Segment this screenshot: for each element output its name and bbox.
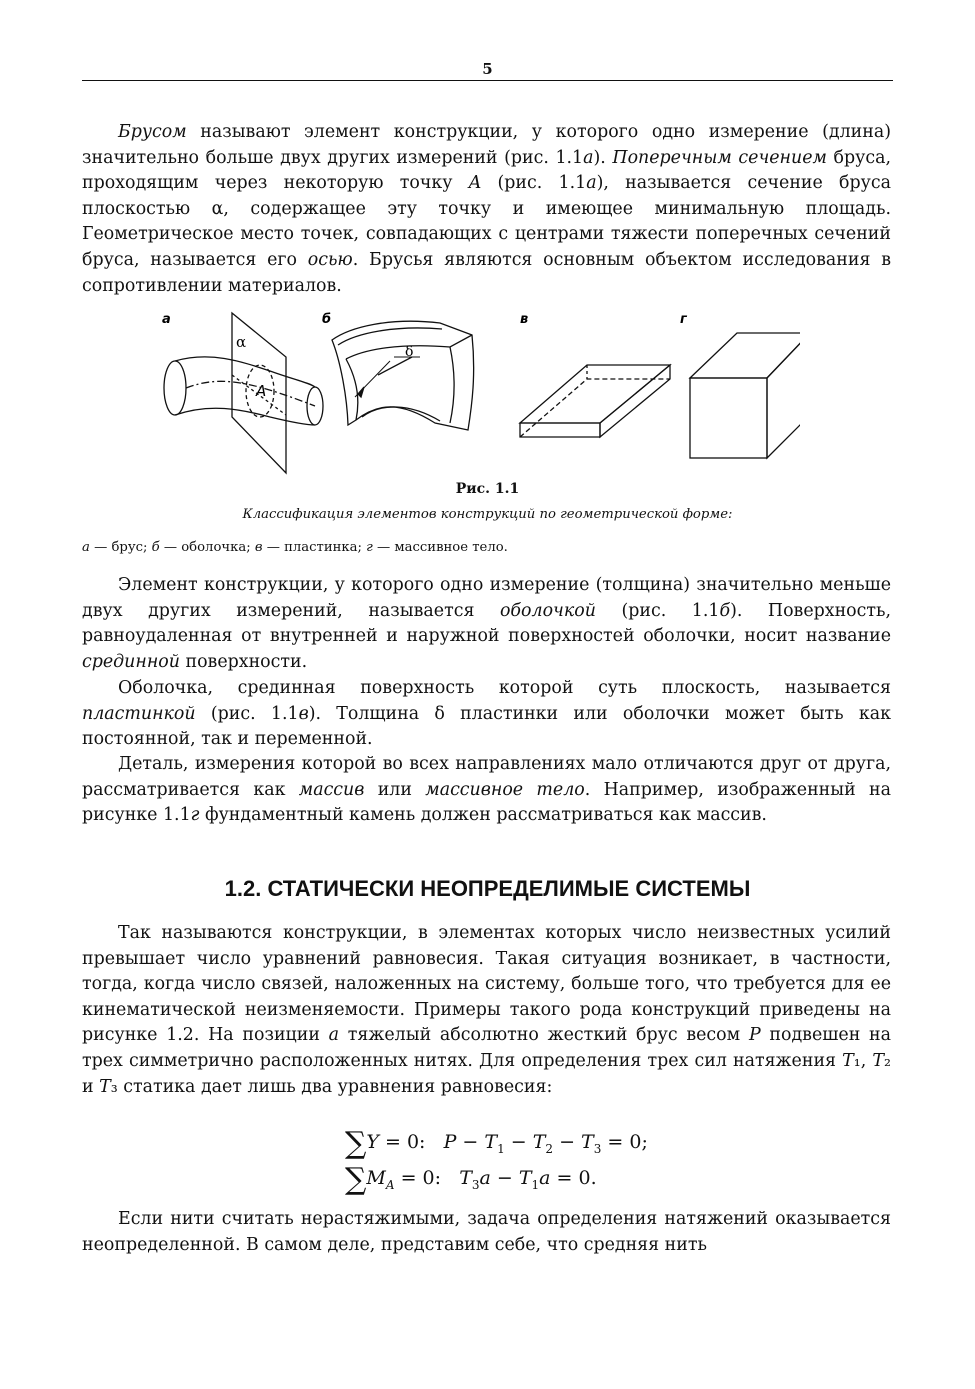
- figure-point-label: A: [256, 382, 267, 400]
- figure-caption: Классификация элементов конструкций по геометрической форме:: [242, 507, 733, 522]
- figure-plate-c: [520, 365, 670, 437]
- equation-eq0: = 0:: [394, 1167, 442, 1189]
- figure-letter-c: в: [520, 312, 529, 327]
- equation-lhs: M: [366, 1167, 386, 1189]
- paragraph-plate-definition: Оболочка, срединная поверхность которой суть плоскость, называется пластинкой (рис. 1.1в). Толщина δ пластинки или оболочки может быть как постоянной, так и переменной.: [82, 678, 891, 750]
- figure-alpha-label: α: [236, 333, 247, 351]
- page-number: 5: [482, 60, 493, 78]
- paragraph-inextensible-threads: Если нити считать нерастяжимыми, задача определения натяжений оказывается неопределенной. В самом деле, представим себе, что средняя нить: [82, 1209, 891, 1255]
- figure-1-1: [150, 305, 800, 475]
- figure-massive-body-d: [690, 333, 800, 458]
- equation-terms: $T_3a - T_1a = 0$.: [459, 1167, 597, 1192]
- paragraph-shell-definition: Элемент конструкции, у которого одно измерение (толщина) значительно меньше двух других измерений, называется оболочкой (рис. 1.1б). Поверхность, равноудаленная от внутренней и наружной поверхностей оболочки, носит название срединной поверхности.: [82, 575, 892, 672]
- figure-delta-label: δ: [405, 344, 414, 360]
- figure-title: Рис. 1.1: [455, 481, 520, 497]
- paragraph-beam-definition: Брусом называют элемент конструкции, у которого одно измерение (длина) значительно больше двух других измерений (рис. 1.1а). Поперечным сечением бруса, проходящим через некоторую точку A (рис. 1.1а), называется сечение бруса плоскостью α, содержащее эту точку и имеющее минимальную площадь. Геометрическое место точек, совпадающих с центрами тяжести поперечных сечений бруса, называется его осью. Брусья являются основным объектом исследования в сопротивлении материалов.: [82, 122, 892, 296]
- figure-legend: а — брус; б — оболочка; в — пластинка; г — массивное тело.: [82, 540, 508, 555]
- section-heading: 1.2. СТАТИЧЕСКИ НЕОПРЕДЕЛИМЫЕ СИСТЕМЫ: [224, 876, 751, 901]
- paragraph-indeterminate-systems: Так называются конструкции, в элементах которых число неизвестных усилий превышает число уравнений равновесия. Такая ситуация возникает, в частности, тогда, когда число связей, наложенных на систему, больше того, что требуется для ее кинематической неизменяемости. Примеры такого рода конструкций приведены на рисунке 1.2. На позиции а тяжелый абсолютно жесткий брус весом P подвешен на трех симметрично расположенных нитях. Для определения трех сил натяжения T₁, T₂ и T₃ статика дает лишь два уравнения равновесия:: [82, 923, 892, 1097]
- figure-letter-a: а: [162, 312, 171, 327]
- sum-symbol: ∑: [345, 1126, 367, 1161]
- equation-terms: $P - T_1 - T_2 - T_3 = 0$;: [443, 1131, 648, 1156]
- equation-eq0: = 0:: [378, 1131, 426, 1153]
- header-rule: [82, 80, 893, 81]
- equation-lhs-sub: A: [385, 1177, 395, 1192]
- figure-letter-b: б: [322, 312, 332, 327]
- equation-moment-balance: [345, 1162, 597, 1197]
- sum-symbol: ∑: [345, 1162, 367, 1197]
- figure-shell-b: [332, 321, 474, 430]
- figure-letter-d: г: [680, 312, 687, 327]
- equation-force-balance: [345, 1126, 648, 1161]
- paragraph-massive-body: Деталь, измерения которой во всех направлениях мало отличаются друг от друга, рассматривается как массив или массивное тело. Например, изображенный на рисунке 1.1г фундаментный камень должен рассматриваться как массив.: [82, 754, 891, 826]
- equation-lhs: Y: [366, 1131, 379, 1153]
